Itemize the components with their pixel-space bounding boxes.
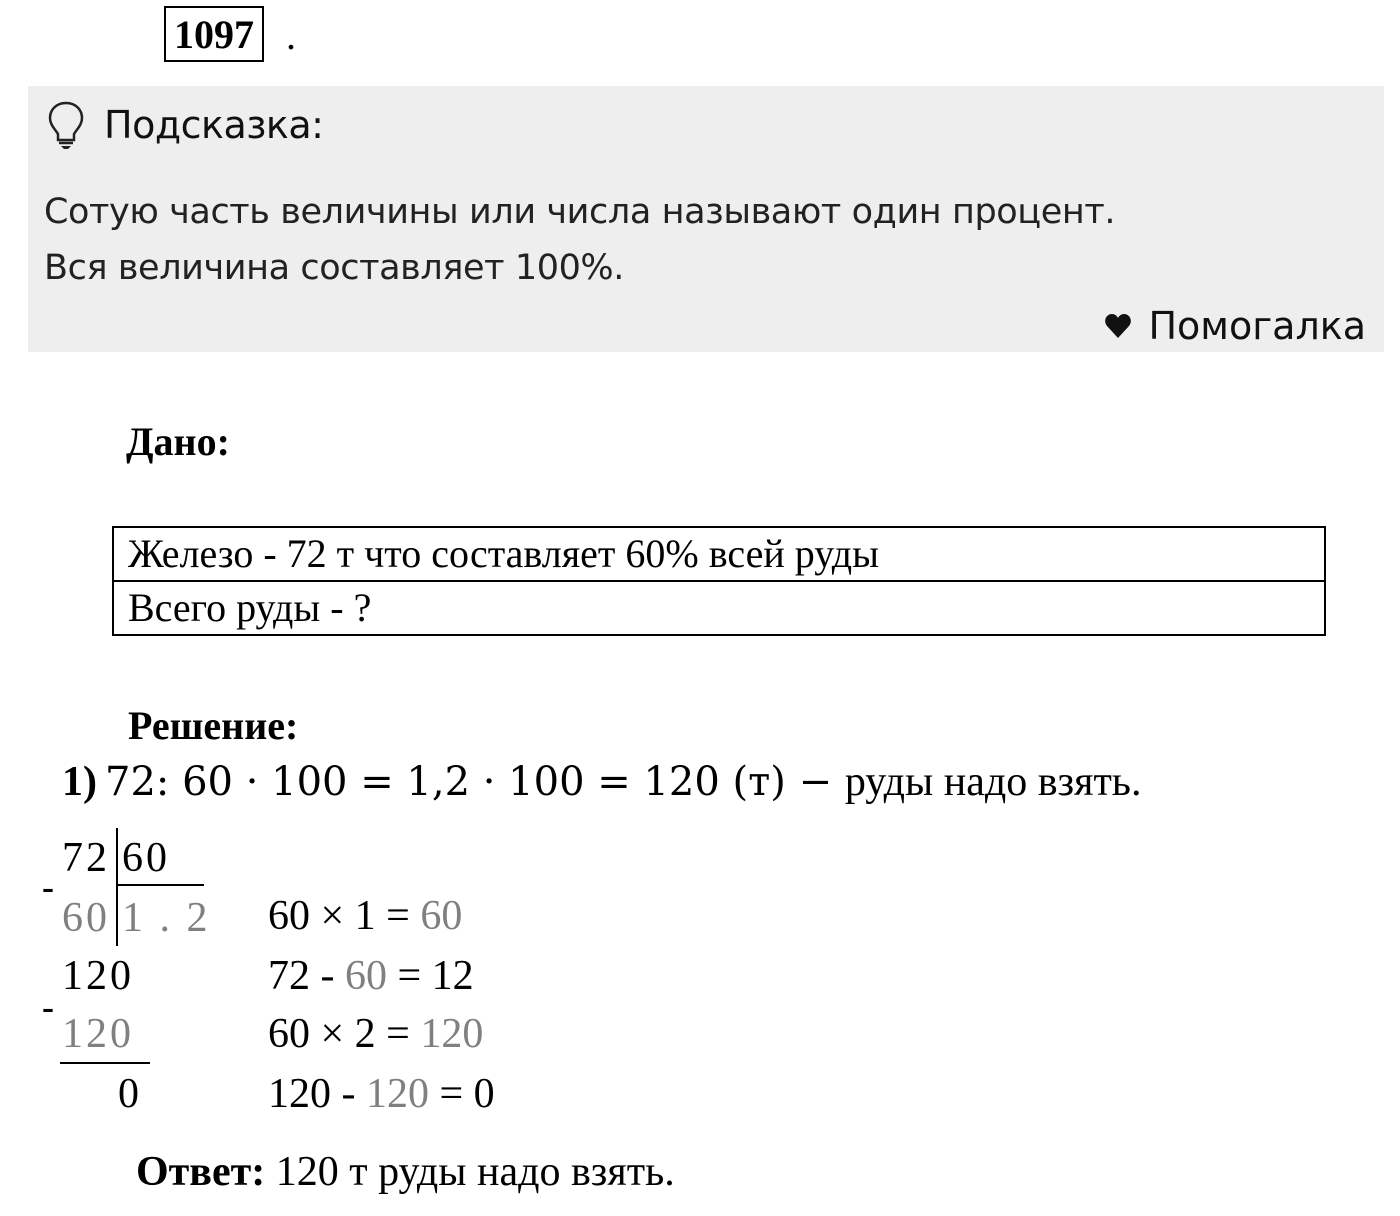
division-horizontal-line: [116, 884, 204, 886]
calc-line-3: [268, 1010, 483, 1058]
answer-text: 120 т руды надо взять.: [265, 1149, 675, 1195]
division-minus-1: -: [42, 867, 54, 907]
division-subtrahend-1: 60: [62, 895, 110, 941]
task-number-dot: .: [286, 13, 296, 58]
heart-icon: [1104, 313, 1132, 339]
table-row: [113, 581, 1325, 635]
calc-3-b: 120: [420, 1011, 484, 1057]
brand-label: Помогалка: [1148, 304, 1366, 348]
calc-2-a: 72 -: [268, 953, 345, 999]
solution-step-1: [62, 758, 1141, 806]
solution-title: Решение:: [128, 703, 299, 748]
division-divisor: 60: [122, 835, 170, 881]
step-number: 1): [62, 759, 97, 805]
calc-1-a: 60 × 1 =: [268, 893, 421, 939]
task-number: 1097: [174, 11, 254, 57]
task-number-box: [164, 6, 264, 62]
calc-2-b: 60: [345, 953, 387, 999]
answer-label: Ответ:: [136, 1149, 266, 1195]
calc-line-2: [268, 952, 474, 1000]
calc-4-b: 120: [366, 1071, 429, 1117]
division-remainder-final: 0: [118, 1071, 142, 1117]
step-formula: 72: 60 · 100 = 1,2 · 100 = 120 (т) −: [105, 759, 845, 805]
division-minus-2: -: [42, 987, 54, 1027]
given-row-1: Железо - 72 т что составляет 60% всей руды: [113, 527, 1325, 581]
calc-line-1: [268, 892, 462, 940]
calc-line-4: [268, 1070, 495, 1118]
table-row: [113, 527, 1325, 581]
answer-line: [136, 1148, 675, 1196]
given-title: Дано:: [126, 419, 230, 464]
calc-4-c: = 0: [429, 1071, 495, 1117]
calc-3-a: 60 × 2 =: [268, 1011, 421, 1057]
calc-2-c: = 12: [387, 953, 474, 999]
lightbulb-icon: [46, 100, 86, 150]
hint-text-line-1: Сотую часть величины или числа называют один процент.: [44, 192, 1116, 232]
hint-title: Подсказка:: [104, 103, 324, 147]
division-vertical-line: [116, 828, 118, 946]
division-dividend: 72: [62, 835, 110, 881]
division-bottom-line: [60, 1062, 150, 1064]
calc-1-b: 60: [420, 893, 463, 939]
calc-4-a: 120 -: [268, 1071, 366, 1117]
division-remainder-1: 120: [62, 953, 134, 999]
step-formula-text: руды надо взять.: [844, 759, 1142, 805]
brand-link[interactable]: [1104, 304, 1366, 348]
hint-panel: [28, 86, 1384, 352]
division-quotient: 1 . 2: [122, 895, 211, 941]
hint-text-line-2: Вся величина составляет 100%.: [44, 248, 625, 288]
hint-header: [46, 100, 323, 150]
given-table: [112, 526, 1326, 636]
division-subtrahend-2: 120: [62, 1011, 134, 1057]
given-row-2: Всего руды - ?: [113, 581, 1325, 635]
